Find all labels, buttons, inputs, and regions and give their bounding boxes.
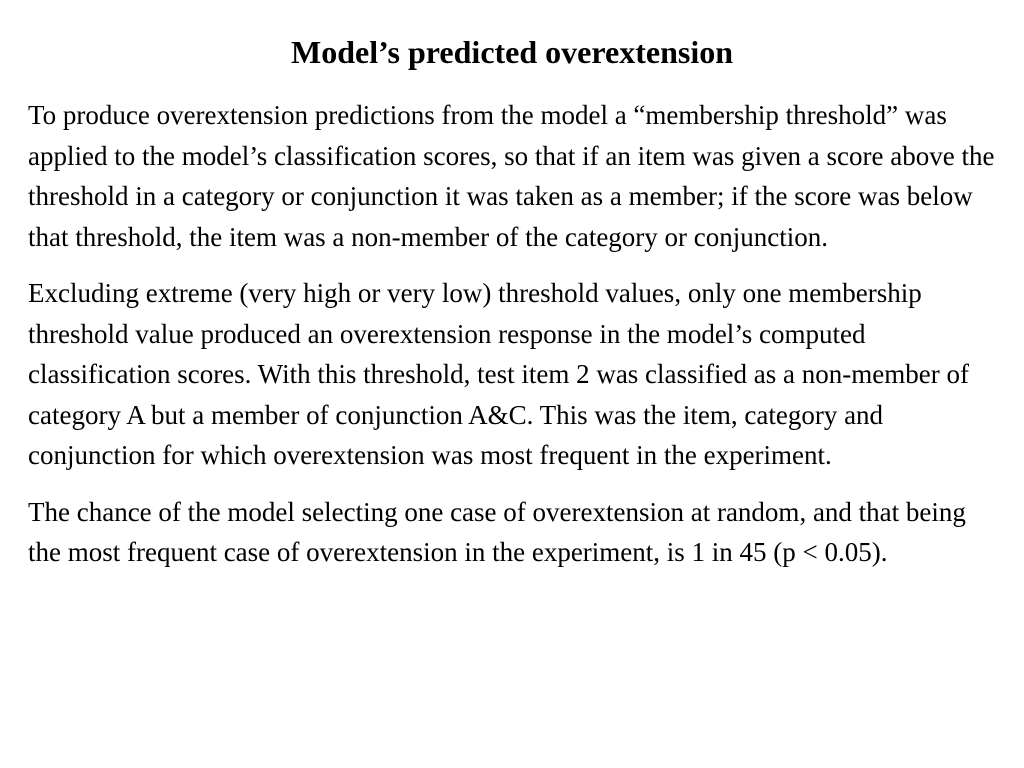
paragraph-threshold-result: Excluding extreme (very high or very low) threshold values, only one membership threshold value produced an overextension response in the model’s computed classification scores. With this threshold, test item 2 was classified as a non-member of category A but a member of conjunction A&C. This was the item, category and conjunction for which overextension was most frequent in the experiment. (28, 278, 969, 470)
slide-title: Model’s predicted overextension (290, 34, 733, 70)
paragraph-threshold-method: To produce overextension predictions from the model a “membership threshold” was applied to the model’s classification scores, so that if an item was given a score above the threshold in a category or conjunction it was taken as a member; if the score was below that threshold, the item was a non-member of the category or conjunction. (28, 100, 995, 252)
paragraph-chance: The chance of the model selecting one case of overextension at random, and that being the most frequent case of overextension in the experiment, is 1 in 45 (p < 0.05). (28, 496, 966, 567)
slide-body (28, 95, 998, 589)
